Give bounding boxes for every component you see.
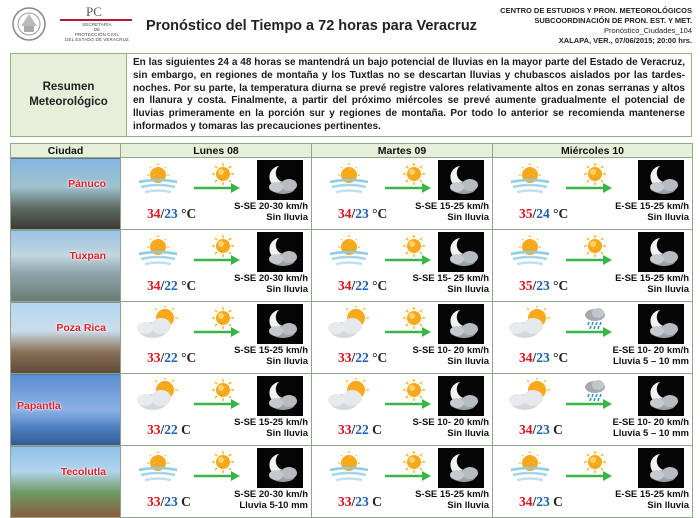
wind-info <box>412 417 489 439</box>
max-temp: 34 <box>338 278 352 293</box>
arrow-right-icon <box>193 182 241 194</box>
rain-text: Lluvia 5-10 mm <box>239 500 308 511</box>
sun-cloud-icon <box>135 306 181 340</box>
max-temp: 33 <box>338 494 352 509</box>
sun-haze-icon <box>507 162 553 196</box>
rain-text: Sin lluvia <box>266 356 308 367</box>
temperature: 34/23 °C <box>338 206 388 221</box>
wind-info <box>234 417 308 439</box>
forecast-cell <box>121 446 312 518</box>
temperature: 33/22 °C <box>147 350 197 365</box>
min-temp: 22 <box>355 278 369 293</box>
table-header-row <box>11 144 693 158</box>
max-temp: 34 <box>147 206 161 221</box>
pc-mark: PC <box>86 4 102 19</box>
temp-unit: °C <box>553 206 569 221</box>
forecast-cell <box>493 158 693 230</box>
sun-cloud-icon <box>507 306 553 340</box>
temperature: 34/23 C <box>519 494 563 509</box>
night-moon-cloud-icon <box>257 448 303 488</box>
page-title: Pronóstico del Tiempo a 72 horas para Veracruz <box>146 18 477 34</box>
header-day-1: Lunes 08 <box>121 144 312 158</box>
temperature: 35/23 °C <box>519 278 569 293</box>
rain-text: Sin lluvia <box>647 500 689 511</box>
max-temp: 35 <box>519 206 533 221</box>
rain-text: Lluvia 5 – 10 mm <box>612 356 689 367</box>
rain-text: Sin lluvia <box>647 284 689 295</box>
city-name: Poza Rica <box>56 322 106 334</box>
rain-text: Sin lluvia <box>266 284 308 295</box>
arrow-right-icon <box>384 182 432 194</box>
header-city: Ciudad <box>11 144 121 158</box>
sun-haze-icon <box>135 450 181 484</box>
temp-unit: °C <box>553 278 569 293</box>
sun-cloud-icon <box>135 378 181 412</box>
temp-unit: °C <box>181 350 197 365</box>
forecast-cell <box>312 374 493 446</box>
forecast-cell <box>121 230 312 302</box>
arrow-right-icon <box>193 398 241 410</box>
rain-text: Sin lluvia <box>447 500 489 511</box>
sun-haze-icon <box>326 234 372 268</box>
logo-line-3: PROTECCIÓN CIVIL <box>74 32 120 37</box>
wind-text: S-SE 20-30 km/h <box>234 201 308 212</box>
temperature: 33/22 C <box>338 422 382 437</box>
arrow-right-icon <box>565 326 613 338</box>
rain-text: Sin lluvia <box>266 428 308 439</box>
min-temp: 22 <box>164 350 178 365</box>
night-moon-cloud-icon <box>638 448 684 488</box>
city-photo-cell <box>11 446 121 518</box>
wind-text: S-SE 15- 25 km/h <box>412 273 489 284</box>
wind-info <box>234 273 308 295</box>
night-moon-cloud-icon <box>638 304 684 344</box>
wind-text: S-SE 15-25 km/h <box>415 201 489 212</box>
city-name: Papantla <box>17 400 61 412</box>
wind-info <box>615 489 689 511</box>
max-temp: 34 <box>519 494 533 509</box>
temp-unit: C <box>553 494 563 509</box>
temp-unit: °C <box>181 278 197 293</box>
table-row <box>11 446 693 518</box>
temperature: 34/23 °C <box>147 206 197 221</box>
min-temp: 23 <box>536 422 550 437</box>
temp-unit: C <box>181 422 191 437</box>
rain-text: Sin lluvia <box>647 212 689 223</box>
forecast-body <box>11 158 693 518</box>
sun-cloud-icon <box>326 306 372 340</box>
forecast-cell <box>312 158 493 230</box>
wind-text: E-SE 15-25 km/h <box>615 201 689 212</box>
city-photo-cell <box>11 230 121 302</box>
civil-protection-logo <box>56 4 136 44</box>
state-seal-icon <box>10 4 48 44</box>
sun-haze-icon <box>326 162 372 196</box>
max-temp: 33 <box>338 422 352 437</box>
rain-text: Lluvia 5 – 10 mm <box>612 428 689 439</box>
temperature: 33/23 C <box>147 494 191 509</box>
sun-cloud-icon <box>507 378 553 412</box>
arrow-right-icon <box>565 470 613 482</box>
sun-haze-icon <box>507 450 553 484</box>
arrow-right-icon <box>193 254 241 266</box>
wind-text: S-SE 20-30 km/h <box>234 273 308 284</box>
wind-info <box>415 201 489 223</box>
wind-info <box>412 273 489 295</box>
temp-unit: °C <box>372 278 388 293</box>
table-row <box>11 158 693 230</box>
city-photo-cell <box>11 374 121 446</box>
arrow-right-icon <box>193 470 241 482</box>
wind-info <box>612 345 689 367</box>
temperature: 34/23 C <box>519 422 563 437</box>
forecast-cell <box>312 302 493 374</box>
arrow-right-icon <box>384 254 432 266</box>
wind-info <box>415 489 489 511</box>
city-name: Pánuco <box>68 178 106 190</box>
max-temp: 35 <box>519 278 533 293</box>
forecast-cell <box>493 374 693 446</box>
arrow-right-icon <box>565 182 613 194</box>
arrow-right-icon <box>384 470 432 482</box>
wind-info <box>412 345 489 367</box>
temp-unit: C <box>372 494 382 509</box>
summary-text: En las siguientes 24 a 48 horas se mantendrá un bajo potencial de lluvias en la mayor parte del Estado de Veracruz, sin embargo, en regiones de montaña y los Tuxtlas no se descartan lluvias y chubascos aislados por las tardes-noches. Por su parte, la temperatura diurna se prevé registre valores relativamente altos en zonas serranas y altos en llanura y costa. Finalmente, a partir del próximo miércoles se prevé aumente gradualmente el potencial de lluvias primeramente en la porción sur y regiones de montaña. Por todo lo anterior se recomienda mantenerse informados y tomaras las precauciones pertinentes. <box>133 57 685 132</box>
wind-info <box>234 345 308 367</box>
wind-text: S-SE 15-25 km/h <box>234 345 308 356</box>
logo-line-4: DEL ESTADO DE VERACRUZ <box>65 37 129 42</box>
night-moon-cloud-icon <box>257 160 303 200</box>
max-temp: 33 <box>338 350 352 365</box>
temperature: 33/23 C <box>338 494 382 509</box>
center-line-4: XALAPA, VER., 07/06/2015; 20:00 hrs. <box>558 36 692 45</box>
header-day-2: Martes 09 <box>312 144 493 158</box>
max-temp: 33 <box>147 494 161 509</box>
city-name: Tuxpan <box>69 250 106 262</box>
wind-info <box>615 273 689 295</box>
logo-line-2: DE <box>93 27 101 32</box>
arrow-right-icon <box>384 326 432 338</box>
logo-bar <box>60 19 132 21</box>
forecast-cell <box>121 374 312 446</box>
summary-label: Resumen Meteorológico <box>11 54 127 136</box>
center-line-2: SUBCOORDINACIÓN DE PRON. EST. Y MET. <box>534 16 692 25</box>
night-moon-cloud-icon <box>638 376 684 416</box>
wind-text: S-SE 10- 20 km/h <box>412 417 489 428</box>
wind-info <box>234 489 308 511</box>
arrow-right-icon <box>565 398 613 410</box>
city-photo-cell <box>11 302 121 374</box>
min-temp: 22 <box>355 350 369 365</box>
min-temp: 23 <box>355 206 369 221</box>
temp-unit: °C <box>553 350 569 365</box>
sun-cloud-icon <box>326 378 372 412</box>
rain-text: Sin lluvia <box>447 428 489 439</box>
forecast-cell <box>493 446 693 518</box>
arrow-right-icon <box>384 398 432 410</box>
wind-text: E-SE 10- 20 km/h <box>612 417 689 428</box>
wind-text: E-SE 15-25 km/h <box>615 273 689 284</box>
wind-text: S-SE 15-25 km/h <box>234 417 308 428</box>
city-photo-cell <box>11 158 121 230</box>
temp-unit: °C <box>372 350 388 365</box>
forecast-cell <box>312 446 493 518</box>
temp-unit: C <box>553 422 563 437</box>
forecast-cell <box>121 302 312 374</box>
temperature: 35/24 °C <box>519 206 569 221</box>
temp-unit: °C <box>372 206 388 221</box>
forecast-cell <box>493 302 693 374</box>
temperature: 34/23 °C <box>519 350 569 365</box>
night-moon-cloud-icon <box>438 304 484 344</box>
night-moon-cloud-icon <box>438 376 484 416</box>
max-temp: 34 <box>147 278 161 293</box>
rain-text: Sin lluvia <box>266 212 308 223</box>
night-moon-cloud-icon <box>257 376 303 416</box>
wind-text: E-SE 10- 20 km/h <box>612 345 689 356</box>
sun-haze-icon <box>135 162 181 196</box>
sun-haze-icon <box>326 450 372 484</box>
table-row <box>11 302 693 374</box>
arrow-right-icon <box>193 326 241 338</box>
max-temp: 33 <box>147 350 161 365</box>
arrow-right-icon <box>565 254 613 266</box>
min-temp: 22 <box>164 278 178 293</box>
table-row <box>11 374 693 446</box>
night-moon-cloud-icon <box>438 232 484 272</box>
logo-line-1: SECRETARÍA <box>82 22 112 27</box>
temperature: 34/22 °C <box>147 278 197 293</box>
temperature: 33/22 °C <box>338 350 388 365</box>
wind-text: S-SE 15-25 km/h <box>415 489 489 500</box>
min-temp: 23 <box>355 494 369 509</box>
rain-text: Sin lluvia <box>447 284 489 295</box>
night-moon-cloud-icon <box>638 160 684 200</box>
wind-text: S-SE 20-30 km/h <box>234 489 308 500</box>
min-temp: 24 <box>536 206 550 221</box>
sun-haze-icon <box>135 234 181 268</box>
center-info <box>452 6 692 46</box>
center-line-3: Pronóstico_Ciudades_104 <box>604 26 692 35</box>
forecast-table <box>10 143 693 518</box>
night-moon-cloud-icon <box>438 160 484 200</box>
wind-text: S-SE 10- 20 km/h <box>412 345 489 356</box>
wind-info <box>234 201 308 223</box>
max-temp: 34 <box>338 206 352 221</box>
sun-haze-icon <box>507 234 553 268</box>
min-temp: 22 <box>355 422 369 437</box>
center-line-1: CENTRO DE ESTUDIOS Y PRON. METEOROLÓGICOS <box>500 6 692 15</box>
max-temp: 34 <box>519 350 533 365</box>
night-moon-cloud-icon <box>257 304 303 344</box>
min-temp: 23 <box>536 278 550 293</box>
night-moon-cloud-icon <box>638 232 684 272</box>
rain-text: Sin lluvia <box>447 356 489 367</box>
temp-unit: C <box>372 422 382 437</box>
temperature: 34/22 °C <box>338 278 388 293</box>
summary-box <box>10 53 692 137</box>
forecast-cell <box>121 158 312 230</box>
header-day-3: Miércoles 10 <box>493 144 693 158</box>
document-header <box>0 0 700 52</box>
min-temp: 23 <box>536 494 550 509</box>
temp-unit: °C <box>181 206 197 221</box>
max-temp: 34 <box>519 422 533 437</box>
temperature: 33/22 C <box>147 422 191 437</box>
min-temp: 23 <box>164 494 178 509</box>
temp-unit: C <box>181 494 191 509</box>
rain-text: Sin lluvia <box>447 212 489 223</box>
table-row <box>11 230 693 302</box>
night-moon-cloud-icon <box>257 232 303 272</box>
min-temp: 22 <box>164 422 178 437</box>
forecast-cell <box>312 230 493 302</box>
wind-info <box>612 417 689 439</box>
min-temp: 23 <box>164 206 178 221</box>
wind-info <box>615 201 689 223</box>
min-temp: 23 <box>536 350 550 365</box>
forecast-cell <box>493 230 693 302</box>
city-name: Tecolutla <box>60 466 106 478</box>
night-moon-cloud-icon <box>438 448 484 488</box>
max-temp: 33 <box>147 422 161 437</box>
wind-text: E-SE 15-25 km/h <box>615 489 689 500</box>
